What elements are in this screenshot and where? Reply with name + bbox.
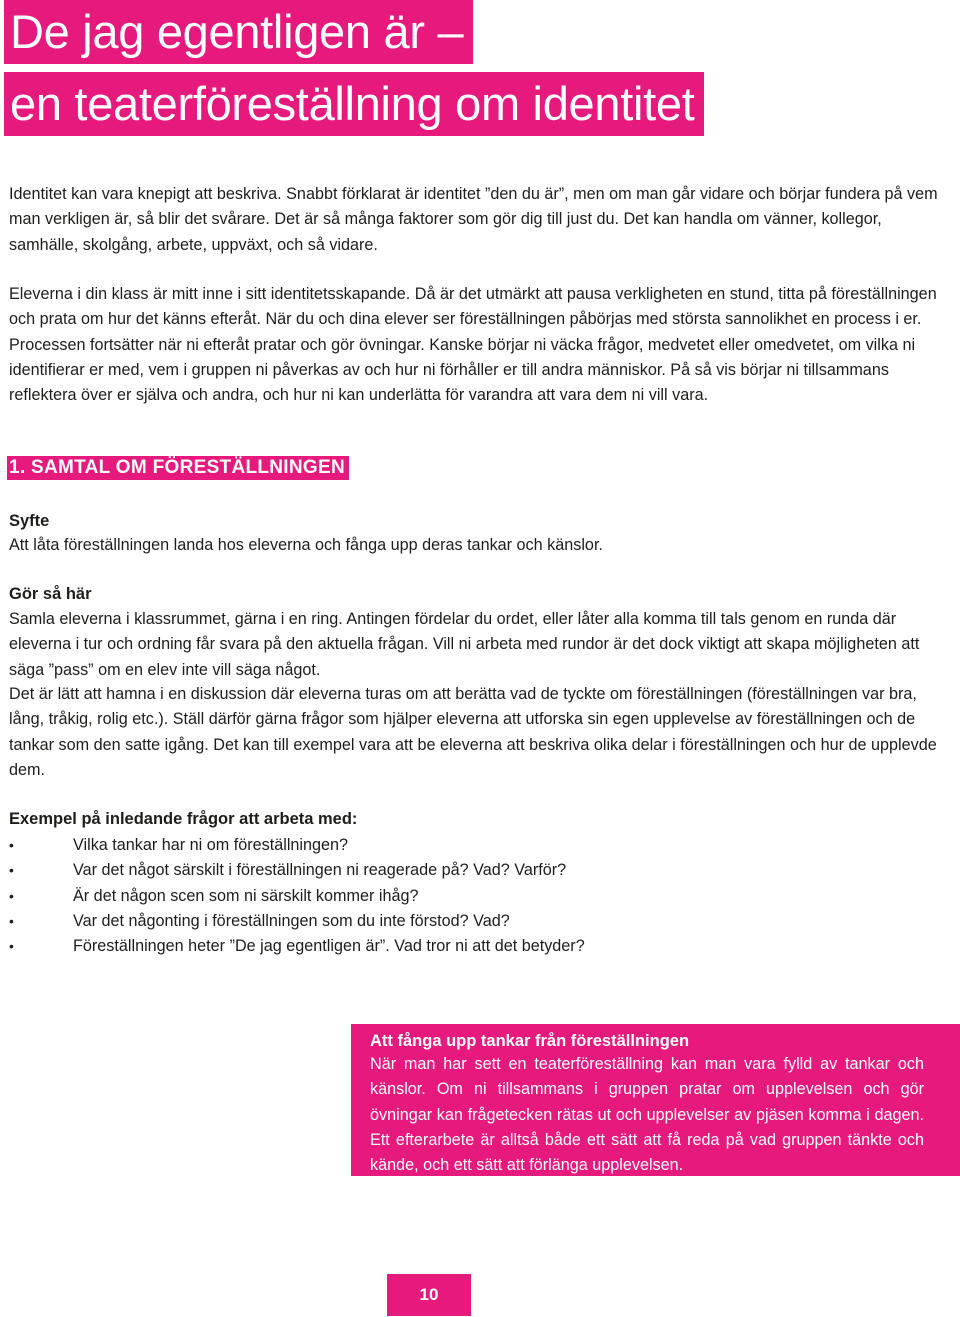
page-title-line-2: en teaterföreställning om identitet: [4, 72, 704, 136]
page-title-line-1: De jag egentligen är –: [4, 0, 473, 64]
body-paragraph: Eleverna i din klass är mitt inne i sitt identitetsskapande. Då är det utmärkt att pausa verkligheten en stund, titta på föreställningen och prata om hur det känns efteråt. När du och dina elever ser föreställningen påbörjas med största sannolikhet en process i er. Processen fortsätter när ni efteråt pratar och gör övningar. Kanske börjar ni väcka frågor, medvetet eller omedvetet, om vilka ni identifierar er med, vem i gruppen ni påverkas av och hur ni förhåller er till andra människor. På så vis börjar ni tillsammans reflektera över er själva och andra, och hur ni kan underlätta för varandra att vara dem ni vill vara.: [9, 285, 937, 405]
example-question: Är det någon scen som ni särskilt kommer ihåg?: [73, 886, 419, 905]
example-question: Var det någonting i föreställningen som du inte förstod? Vad?: [73, 911, 510, 930]
info-box-heading: Att fånga upp tankar från föreställningen: [370, 1032, 690, 1050]
bullet-icon: •: [9, 837, 14, 853]
info-box: [351, 1024, 960, 1176]
section-heading: 1. SAMTAL OM FÖRESTÄLLNINGEN: [7, 456, 349, 480]
bullet-icon: •: [9, 938, 14, 955]
example-question: Var det något särskilt i föreställningen ni reagerade på? Vad? Varför?: [73, 861, 567, 880]
syfte-text: Att låta föreställningen landa hos eleverna och fånga upp deras tankar och känslor.: [9, 536, 603, 554]
page-number: 10: [387, 1274, 471, 1316]
instructions-text-2: Det är lätt att hamna i en diskussion där eleverna turas om att berätta vad de tyckte om föreställningen (föreställningen var bra, lång, tråkig, rolig etc.). Ställ därför gärna frågor som hjälper eleverna att utforska sin egen upplevelse av föreställningen och de tankar som den satte igång. Det kan till exempel vara att be eleverna att beskriva olika delar i föreställningen och hur de upplevde dem.: [9, 685, 937, 779]
bullet-icon: •: [9, 862, 14, 879]
bullet-icon: •: [9, 912, 14, 929]
intro-paragraph: Identitet kan vara knepigt att beskriva. Snabbt förklarat är identitet ”den du är”, men om man går vidare och börjar fundera på vem man verkligen är, så blir det svårare. Det är så många faktorer som gör dig till just du. Det kan handla om vänner, kollegor, samhälle, skolgång, arbete, uppväxt, och så vidare.: [9, 185, 938, 254]
example-question: Vilka tankar har ni om föreställningen?: [73, 836, 349, 854]
bullet-icon: •: [9, 887, 14, 904]
example-question: Föreställningen heter ”De jag egentligen är”. Vad tror ni att det betyder?: [73, 937, 585, 956]
examples-heading: Exempel på inledande frågor att arbeta med:: [9, 810, 358, 828]
syfte-heading: Syfte: [9, 512, 50, 530]
instructions-heading: Gör så här: [9, 585, 92, 603]
instructions-text-1: Samla eleverna i klassrummet, gärna i en ring. Antingen fördelar du ordet, eller låter alla komma till tals genom en runda där eleverna i tur och ordning får svara på den aktuella frågan. Vill ni arbeta med rundor är det dock viktigt att skapa möjligheten att säga ”pass” om en elev inte vill säga något.: [9, 610, 920, 679]
info-box-text: När man har sett en teaterföreställning kan man vara fylld av tankar och känslor. Om ni tillsammans i gruppen pratar om upplevelsen och gör övningar kan frågetecken rätas ut och upplevelser av pjäsen komma i dagen. Ett efterarbete är alltså både ett sätt att få reda på vad gruppen tänkte och kände, och ett sätt att förlänga upplevelsen.: [370, 1055, 924, 1175]
